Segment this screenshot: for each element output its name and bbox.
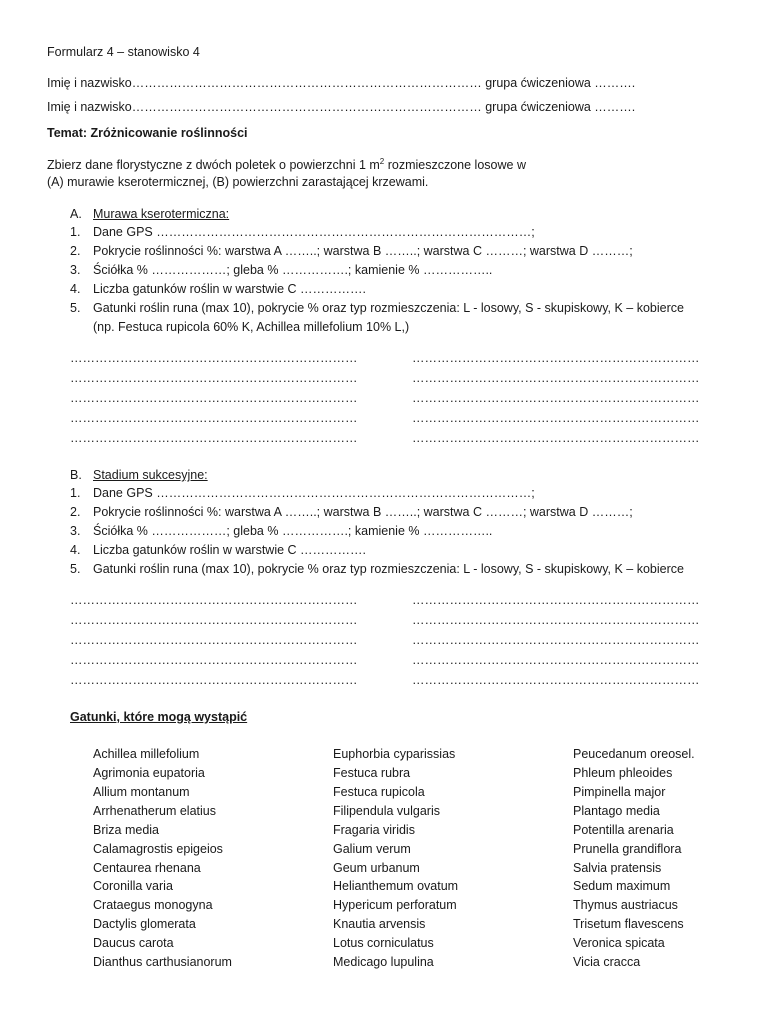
section-b-num-4: 4.	[70, 543, 81, 557]
answer-line: ……………………………………………………………	[70, 613, 358, 627]
answer-line: ……………………………………………………………	[70, 371, 358, 385]
species-item: Centaurea rhenana	[93, 861, 201, 875]
species-item: Geum urbanum	[333, 861, 420, 875]
species-heading: Gatunki, które mogą wystąpić	[70, 710, 248, 724]
species-item: Achillea millefolium	[93, 747, 200, 761]
answer-line: ……………………………………………………………	[70, 653, 358, 667]
species-item: Festuca rupicola	[333, 785, 425, 799]
answer-line: ……………………………………………………………	[70, 593, 358, 607]
section-a-item-3: Ściółka % ………………; gleba % …………….; kamienie % ……………..	[93, 263, 493, 277]
species-item: Thymus austriacus	[573, 898, 678, 912]
species-item: Knautia arvensis	[333, 917, 426, 931]
species-item: Dianthus carthusianorum	[93, 955, 232, 969]
species-item: Lotus corniculatus	[333, 936, 434, 950]
species-item: Euphorbia cyparissias	[333, 747, 456, 761]
answer-line: ……………………………………………………………	[412, 633, 700, 647]
answer-line: ……………………………………………………………	[412, 431, 700, 445]
section-b-item-5: Gatunki roślin runa (max 10), pokrycie % oraz typ rozmieszczenia: L - losowy, S - skupiskowy, K – kobierce	[93, 562, 684, 576]
section-a-item-1: Dane GPS ………………………………………………………………………………;	[93, 225, 535, 239]
answer-line: ……………………………………………………………	[70, 431, 358, 445]
species-item: Coronilla varia	[93, 879, 173, 893]
section-b-item-2: Pokrycie roślinności %: warstwa A ……..; warstwa B ……..; warstwa C ………; warstwa D ………;	[93, 505, 633, 519]
species-item: Peucedanum oreosel.	[573, 747, 695, 761]
species-item: Fragaria viridis	[333, 823, 415, 837]
species-item: Pimpinella major	[573, 785, 666, 799]
species-item: Hypericum perforatum	[333, 898, 457, 912]
species-item: Plantago media	[573, 804, 660, 818]
answer-line: ……………………………………………………………	[412, 673, 700, 687]
species-item: Veronica spicata	[573, 936, 665, 950]
species-item: Agrimonia eupatoria	[93, 766, 205, 780]
species-item: Helianthemum ovatum	[333, 879, 459, 893]
section-b-num-1: 1.	[70, 486, 81, 500]
section-a-item-5: Gatunki roślin runa (max 10), pokrycie % oraz typ rozmieszczenia: L - losowy, S - skupiskowy, K – kobierce	[93, 301, 684, 315]
name-line-2: Imię i nazwisko………………………………………………………………………… grupa ćwiczeniowa ……….	[47, 100, 636, 114]
section-a-num-4: 4.	[70, 282, 81, 296]
answer-line: ……………………………………………………………	[70, 411, 358, 425]
section-a-marker: A.	[70, 207, 82, 221]
answer-line: ……………………………………………………………	[70, 391, 358, 405]
answer-line: ……………………………………………………………	[412, 371, 700, 385]
species-item: Filipendula vulgaris	[333, 804, 441, 818]
section-a-item-4: Liczba gatunków roślin w warstwie C …………….	[93, 282, 366, 296]
species-item: Daucus carota	[93, 936, 174, 950]
section-a-item-2: Pokrycie roślinności %: warstwa A ……..; warstwa B ……..; warstwa C ………; warstwa D ………;	[93, 244, 633, 258]
answer-line: ……………………………………………………………	[412, 391, 700, 405]
species-item: Sedum maximum	[573, 879, 671, 893]
answer-line: ……………………………………………………………	[70, 673, 358, 687]
section-a-num-3: 3.	[70, 263, 81, 277]
answer-line: ……………………………………………………………	[70, 633, 358, 647]
section-a-num-2: 2.	[70, 244, 81, 258]
section-b-marker: B.	[70, 468, 82, 482]
section-b-num-3: 3.	[70, 524, 81, 538]
species-item: Allium montanum	[93, 785, 190, 799]
answer-line: ……………………………………………………………	[412, 411, 700, 425]
answer-line: ……………………………………………………………	[412, 593, 700, 607]
answer-line: ……………………………………………………………	[412, 613, 700, 627]
instruction-line-2: (A) murawie kserotermicznej, (B) powierzchni zarastającej krzewami.	[47, 175, 429, 189]
species-item: Salvia pratensis	[573, 861, 662, 875]
answer-line: ……………………………………………………………	[412, 351, 700, 365]
species-item: Galium verum	[333, 842, 411, 856]
instruction-line-1	[47, 157, 526, 173]
section-b-item-3: Ściółka % ………………; gleba % …………….; kamienie % ……………..	[93, 524, 493, 538]
instruction-text: Zbierz dane florystyczne z dwóch poletek o powierzchni 1 m	[47, 158, 380, 172]
species-item: Arrhenatherum elatius	[93, 804, 216, 818]
species-item: Briza media	[93, 823, 159, 837]
answer-line: ……………………………………………………………	[412, 653, 700, 667]
superscript-2: 2	[379, 156, 385, 166]
section-b-item-4: Liczba gatunków roślin w warstwie C …………….	[93, 543, 366, 557]
topic-title: Temat: Zróżnicowanie roślinności	[47, 126, 248, 140]
section-b-item-1: Dane GPS ………………………………………………………………………………;	[93, 486, 535, 500]
instruction-text-after: rozmieszczone losowe w	[384, 158, 526, 172]
section-a-heading: Murawa kserotermiczna:	[93, 207, 230, 221]
section-a-num-1: 1.	[70, 225, 81, 239]
section-b-num-2: 2.	[70, 505, 81, 519]
section-b-heading: Stadium sukcesyjne:	[93, 468, 208, 482]
species-item: Crataegus monogyna	[93, 898, 213, 912]
section-a-example: (np. Festuca rupicola 60% K, Achillea millefolium 10% L,)	[93, 320, 410, 334]
answer-line: ……………………………………………………………	[70, 351, 358, 365]
species-item: Vicia cracca	[573, 955, 641, 969]
species-item: Prunella grandiflora	[573, 842, 682, 856]
species-item: Trisetum flavescens	[573, 917, 684, 931]
species-item: Calamagrostis epigeios	[93, 842, 223, 856]
species-item: Medicago lupulina	[333, 955, 434, 969]
species-item: Dactylis glomerata	[93, 917, 196, 931]
species-item: Potentilla arenaria	[573, 823, 674, 837]
form-title: Formularz 4 – stanowisko 4	[47, 45, 200, 59]
name-line-1: Imię i nazwisko………………………………………………………………………… grupa ćwiczeniowa ……….	[47, 76, 636, 90]
section-a-num-5: 5.	[70, 301, 81, 315]
section-b-num-5: 5.	[70, 562, 81, 576]
species-item: Festuca rubra	[333, 766, 411, 780]
species-item: Phleum phleoides	[573, 766, 673, 780]
